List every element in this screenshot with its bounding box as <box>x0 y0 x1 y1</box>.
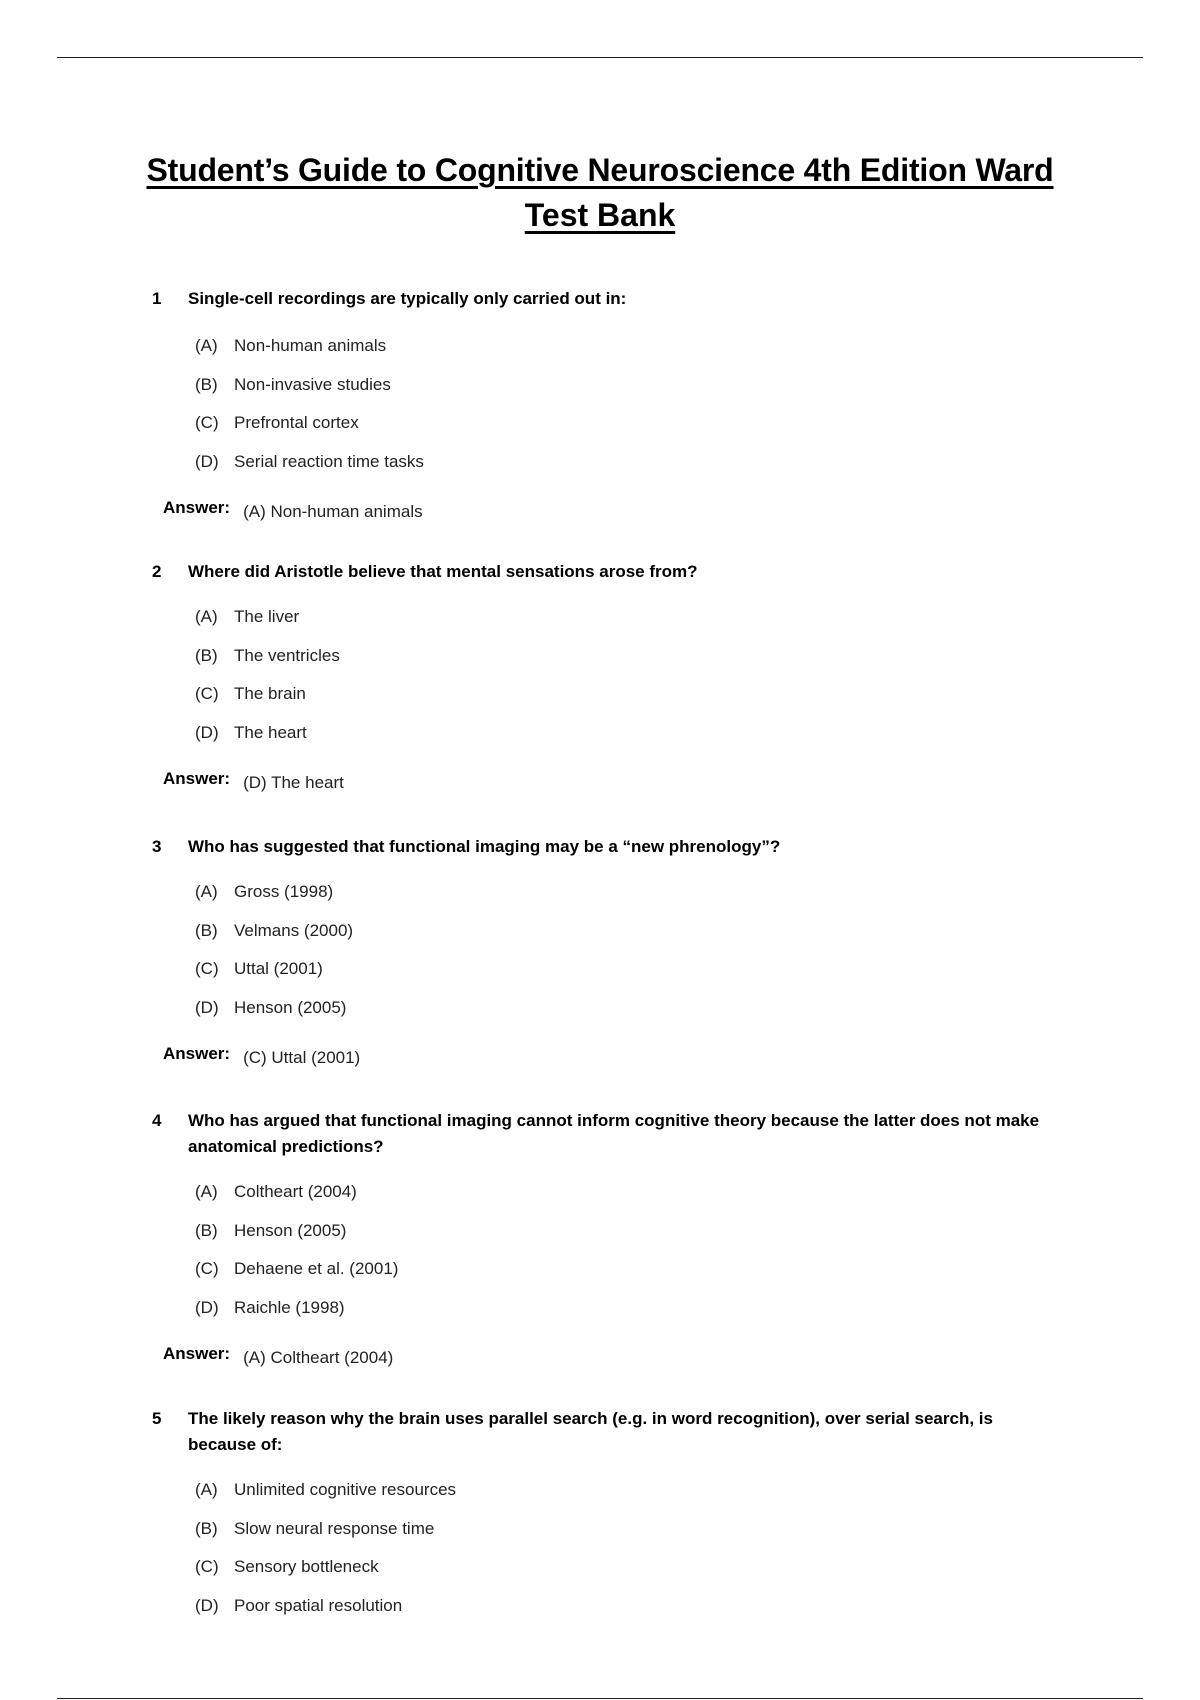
option-letter: (C) <box>195 959 219 978</box>
option-letter: (D) <box>195 451 219 471</box>
option-text: Sensory bottleneck <box>234 1557 379 1576</box>
answer <box>163 1046 1052 1070</box>
option-letter: (B) <box>195 920 218 940</box>
option-c <box>195 1257 1052 1296</box>
option-text: The ventricles <box>234 645 340 665</box>
option-text: Non-human animals <box>234 336 387 355</box>
answer-value: (D) The heart <box>243 773 344 792</box>
option-text: Dehaene et al. (2001) <box>234 1259 399 1278</box>
answer-label: Answer: <box>163 1344 231 1363</box>
question-text: Single-cell recordings are typically only carried out in: <box>188 289 627 308</box>
option-d <box>195 450 1052 489</box>
option-d <box>195 996 1052 1035</box>
option-letter: (C) <box>195 684 219 703</box>
option-letter: (D) <box>195 722 219 742</box>
document-title <box>120 148 1080 238</box>
question-number: 2 <box>152 562 162 581</box>
question-text: Who has suggested that functional imaging may be a “new phrenology”? <box>188 837 781 856</box>
option-a <box>195 1478 1052 1517</box>
question-text: Who has argued that functional imaging cannot inform cognitive theory because the latter does not make anatomical predictions? <box>188 1111 1040 1156</box>
option-text: Coltheart (2004) <box>234 1182 357 1201</box>
option-a <box>195 1180 1052 1219</box>
option-letter: (A) <box>195 1182 218 1201</box>
answer <box>163 500 1052 524</box>
title-line-1: Student’s Guide to Cognitive Neuroscience 4th Edition Ward <box>146 152 1054 188</box>
question-number: 3 <box>152 837 162 856</box>
question-4 <box>152 1108 1052 1370</box>
question-1 <box>152 286 1052 524</box>
answer-value: (C) Uttal (2001) <box>243 1048 361 1067</box>
options-list <box>195 1180 1052 1334</box>
option-b <box>195 1219 1052 1258</box>
option-d <box>195 1296 1052 1335</box>
option-text: Prefrontal cortex <box>234 413 359 432</box>
option-a <box>195 334 1052 373</box>
option-text: Poor spatial resolution <box>234 1595 403 1615</box>
option-text: The brain <box>234 684 306 703</box>
answer-label: Answer: <box>163 498 231 517</box>
question-3 <box>152 834 1052 1070</box>
header-rule <box>57 57 1143 58</box>
options-list <box>195 1478 1052 1632</box>
option-text: Henson (2005) <box>234 997 347 1017</box>
option-text: Unlimited cognitive resources <box>234 1480 457 1499</box>
option-letter: (C) <box>195 413 219 432</box>
option-c <box>195 1555 1052 1594</box>
answer-value: (A) Coltheart (2004) <box>243 1348 394 1367</box>
answer <box>163 771 1052 795</box>
option-b <box>195 919 1052 958</box>
option-d <box>195 1594 1052 1633</box>
question-2 <box>152 559 1052 795</box>
option-letter: (B) <box>195 1518 218 1538</box>
option-c <box>195 411 1052 450</box>
option-d <box>195 721 1052 760</box>
option-letter: (C) <box>195 1259 219 1278</box>
option-letter: (B) <box>195 645 218 665</box>
option-text: The heart <box>234 722 307 742</box>
question-number: 5 <box>152 1409 162 1428</box>
answer-label: Answer: <box>163 769 231 788</box>
question-5 <box>152 1406 1052 1632</box>
option-letter: (A) <box>195 607 218 626</box>
question-text: The likely reason why the brain uses parallel search (e.g. in word recognition), over serial search, is because of: <box>188 1409 993 1454</box>
footer-rule <box>57 1698 1143 1699</box>
option-letter: (C) <box>195 1557 219 1576</box>
option-letter: (D) <box>195 997 219 1017</box>
answer-value: (A) Non-human animals <box>243 502 423 521</box>
option-a <box>195 880 1052 919</box>
option-b <box>195 1517 1052 1556</box>
option-text: The liver <box>234 607 300 626</box>
option-text: Henson (2005) <box>234 1220 347 1240</box>
answer-label: Answer: <box>163 1044 231 1063</box>
option-letter: (B) <box>195 374 218 394</box>
option-letter: (D) <box>195 1297 219 1317</box>
option-letter: (A) <box>195 1480 218 1499</box>
option-text: Serial reaction time tasks <box>234 451 424 471</box>
option-b <box>195 644 1052 683</box>
option-text: Uttal (2001) <box>234 959 323 978</box>
option-letter: (B) <box>195 1220 218 1240</box>
option-text: Raichle (1998) <box>234 1297 345 1317</box>
answer <box>163 1346 1052 1370</box>
options-list <box>195 605 1052 759</box>
option-a <box>195 605 1052 644</box>
title-line-2: Test Bank <box>524 197 676 233</box>
option-text: Velmans (2000) <box>234 920 354 940</box>
option-text: Non-invasive studies <box>234 374 391 394</box>
options-list <box>195 880 1052 1034</box>
option-b <box>195 373 1052 412</box>
option-c <box>195 957 1052 996</box>
option-text: Slow neural response time <box>234 1518 435 1538</box>
question-text: Where did Aristotle believe that mental sensations arose from? <box>188 562 698 581</box>
question-number: 1 <box>152 289 162 308</box>
option-c <box>195 682 1052 721</box>
option-letter: (A) <box>195 336 218 355</box>
option-letter: (A) <box>195 882 218 901</box>
option-text: Gross (1998) <box>234 882 334 901</box>
question-number: 4 <box>152 1111 162 1130</box>
options-list <box>195 334 1052 488</box>
option-letter: (D) <box>195 1595 219 1615</box>
